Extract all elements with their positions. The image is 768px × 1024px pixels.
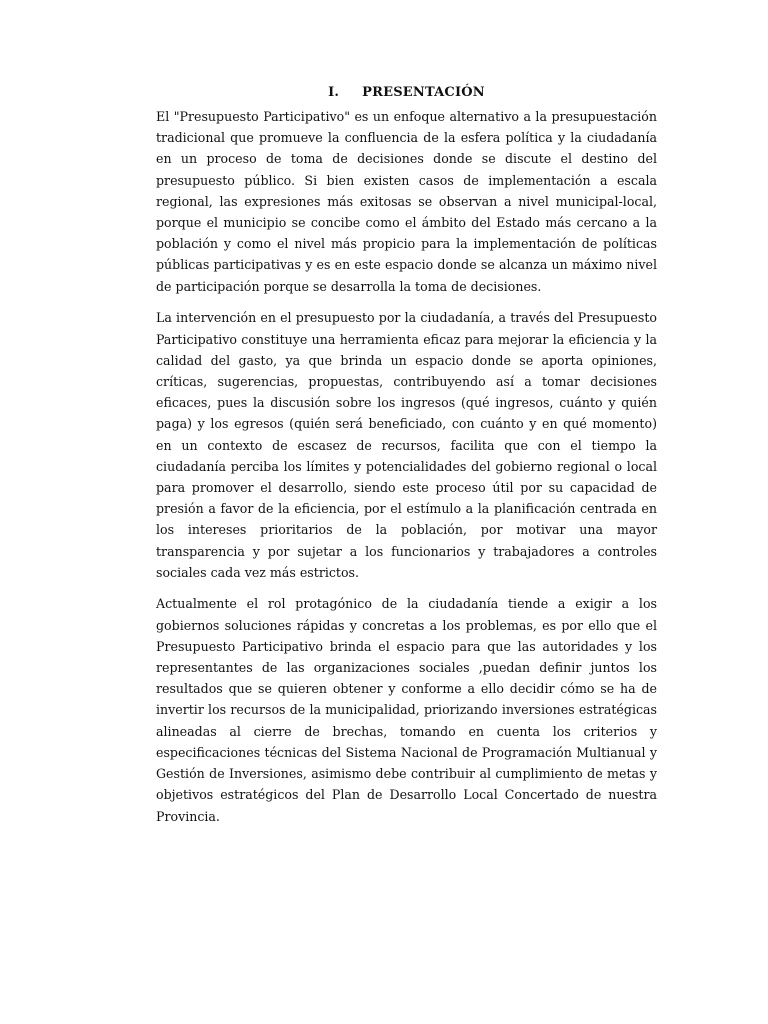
section-heading: [156, 80, 657, 106]
section-number: I.: [328, 85, 340, 100]
section-title: PRESENTACIÓN: [362, 85, 485, 100]
paragraph-2: La intervención en el presupuesto por la ciudadanía, a través del Presupuesto Participativo constituye una herramienta eficaz para mejorar la eficiencia y la calidad del gasto, ya que brinda un espacio donde se aporta opiniones, críticas, sugerencias, propuestas, contribuyendo así a tomar decisiones eficaces, pues la discusión sobre los ingresos (qué ingresos, cuánto y quién paga) y los egresos (quién será beneficiado, con cuánto y en qué momento) en un contexto de escasez de recursos, facilita que con el tiempo la ciudadanía perciba los límites y potencialidades del gobierno regional o local para promover el desarrollo, siendo este proceso útil por su capacidad de presión a favor de la eficiencia, por el estímulo a la planificación centrada en los intereses prioritarios de la población, por motivar una mayor transparencia y por sujetar a los funcionarios y trabajadores a controles sociales cada vez más estrictos.: [156, 310, 657, 580]
paragraph-3: Actualmente el rol protagónico de la ciudadanía tiende a exigir a los gobiernos soluciones rápidas y concretas a los problemas, es por ello que el Presupuesto Participativo brinda el espacio para que las autoridades y los representantes de las organizaciones sociales ,puedan definir juntos los resultados que se quieren obtener y conforme a ello decidir cómo se ha de invertir los recursos de la municipalidad, priorizando inversiones estratégicas alineadas al cierre de brechas, tomando en cuenta los criterios y especificaciones técnicas del Sistema Nacional de Programación Multianual y Gestión de Inversiones, asimismo debe contribuir al cumplimiento de metas y objetivos estratégicos del Plan de Desarrollo Local Concertado de nuestra Provincia.: [156, 596, 657, 824]
paragraph-1: El "Presupuesto Participativo" es un enfoque alternativo a la presupuestación tradicional que promueve la confluencia de la esfera política y la ciudadanía en un proceso de toma de decisiones donde se discute el destino del presupuesto público. Si bien existen casos de implementación a escala regional, las expresiones más exitosas se observan a nivel municipal-local, porque el municipio se concibe como el ámbito del Estado más cercano a la población y como el nivel más propicio para la implementación de políticas públicas participativas y es en este espacio donde se alcanza un máximo nivel de participación porque se desarrolla la toma de decisiones.: [156, 109, 657, 294]
document-page: [156, 80, 657, 837]
